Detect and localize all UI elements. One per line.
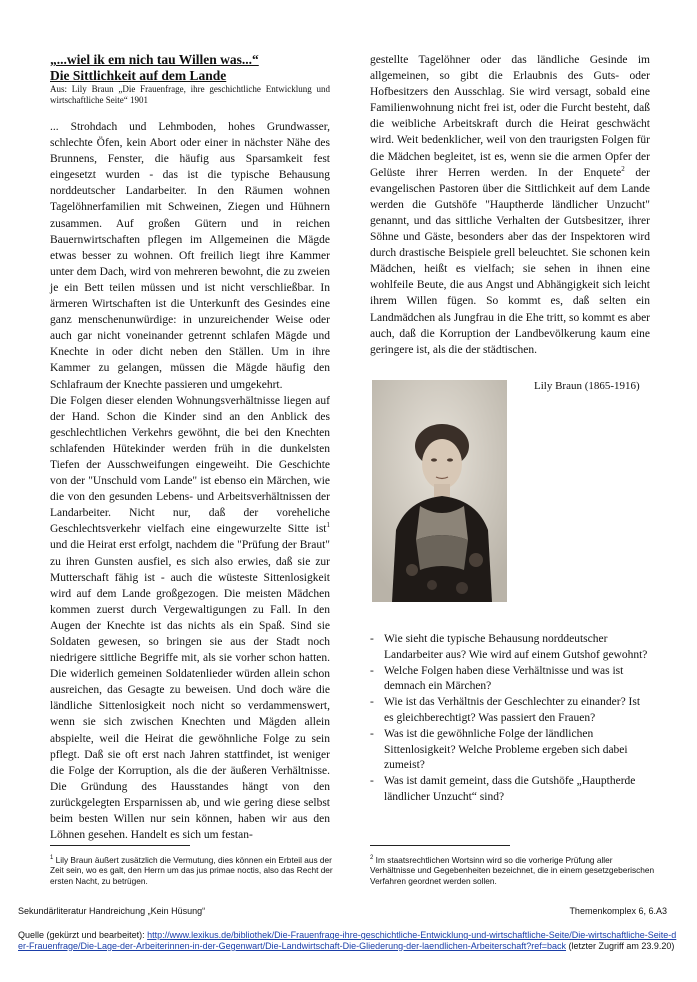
footnote-2-mark: 2	[370, 855, 374, 861]
left-column	[50, 52, 330, 843]
question-text: Was ist die gewöhnliche Folge der ländlichen Sittenlosigkeit? Welche Probleme ergeben sich dabei zumeist?	[384, 727, 628, 772]
source-citation	[18, 930, 678, 951]
question-bullet: -	[370, 727, 374, 740]
source-access-date: (letzter Zugriff am 23.9.20)	[568, 940, 675, 951]
page-title: Die Sittlichkeit auf dem Lande	[50, 68, 227, 83]
footnote-1-mark: 1	[50, 855, 54, 861]
question-text: Was ist damit gemeint, dass die Gutshöfe „Hauptherde ländlicher Unzucht“ sind?	[384, 775, 636, 803]
paragraph-2-part-a: Die Folgen dieser elenden Wohnungsverhältnisse liegen auf der Hand. Schon die Kinder sind an den Anblick des geschlechtlichen Verkehrs gewöhnt, die bei den Knechten schlafenden Hütekinder werden früh in die dunkelsten Tiefen der Ausschweifungen eingeweiht. Die Geschichte von der "Unschuld vom Lande" ist ebenso ein Märchen, wie die von den gesunden Lebens- und Arbeitsverhältnissen der Landarbeiter. Nicht nur, daß der voreheliche Geschlechtsverkehr vielfach eine eingewurzelte Sitte ist	[50, 394, 330, 536]
footnote-ref-1: 1	[326, 521, 330, 530]
footer-section-label: Themenkomplex 6, 6.A3	[569, 906, 667, 916]
title-quote: „...wiel ik em nich tau Willen was...“	[50, 52, 259, 67]
question-item	[370, 774, 650, 806]
paragraph-2-part-b: und die Heirat erst erfolgt, nachdem die "Prüfung der Braut" zu ihren Gunsten ausfiel, es sich also erwies, daß sie zur Mutterschaft fähig ist - auch die wüsteste Sittenlosigkeit wird auf dem Lande großgezogen. Die meisten Mädchen kommen zuerst durch Vergewaltigungen zu Fall. In den Augen der Knechte ist das nichts als ein Spaß. Sind sie Soldaten gewesen, so bringen sie aus der Stadt noch niedrigere sittliche Begriffe mit, als sie vorher schon hatten. Die widerlich gemeinen Soldatenlieder würden allein schon ausreichen, das Gesagte zu beweisen. Und doch wäre die ländliche Sittenlosigkeit noch nicht so verdammenswert, wenn sie sich zwischen Knechten und Mägden allein abspielte, weil die Heirat die gewöhnliche Folge zu sein pflegt. Daß sie oft erst nach Jahren stattfindet, ist weniger die Folge der Korruption, als die der äußeren Verhältnisse. Die Gründung des Hausstandes hängt von den zurückgelegten Ersparnissen ab, und wie gering diese selbst beim besten Willen nur sein können, haben wir aus den Löhnen gesehen. Handelt es sich um festan-	[50, 539, 330, 842]
paragraph-2	[50, 393, 330, 844]
question-bullet: -	[370, 633, 374, 645]
footnote-divider-left	[50, 845, 190, 846]
question-bullet: -	[370, 664, 374, 677]
footnote-2-text: Im staatsrechtlichen Wortsinn wird so die vorherige Prüfung aller Verhältnisse und Gegebenheiten bezeichnet, die in einem gesetzgeberischen Verfahren geordnet werden sollen.	[370, 854, 655, 886]
question-list	[370, 632, 650, 806]
footnote-divider-right	[370, 845, 510, 846]
question-text: Wie sieht die typische Behausung norddeutscher Landarbeiter aus? Wie wird auf einem Gutshof gewohnt?	[384, 633, 648, 661]
question-bullet: -	[370, 696, 374, 709]
question-item	[370, 632, 650, 664]
footnote-ref-2: 2	[621, 164, 625, 173]
source-prefix: Quelle (gekürzt und bearbeitet):	[18, 930, 145, 940]
portrait-photo	[372, 380, 507, 602]
footnote-2	[370, 853, 655, 886]
paragraph-1: ... Strohdach und Lehmboden, hohes Grundwasser, schlechte Öfen, kein Abort oder einer in nächster Nähe des Brunnens, Fenster, die häufig aus Sparsamkeit fest eingesetzt wurden - das ist die typische Behausung norddeutscher Landarbeiter. In den Räumen wohnen Tagelöhnerfamilien mit Schweinen, Ziegen und Hühnern zusammen. Auf großen Gütern und in reichen Bauernwirtschaften pflegen im Allgemeinen die Mägde etwas besser zu wohnen. Oft freilich liegt ihre Kammer unter dem Dach, wird von mehreren bewohnt, die zu zweien je ein Bett teilen müssen und ist nicht verschließbar. In ärmeren Wirtschaften ist die Unterkunft des Gesindes eine ganz menschenunwürdige: in unzureichender Weise oder auch gar nicht voneinander getrennt schlafen Mägde und Knechte in oder dicht neben den Ställen. Um in ihre Kammer zu gelangen, müssen die Mägde häufig den Schlafraum der Knechte passieren und umgekehrt.	[50, 121, 330, 391]
right-column	[370, 52, 650, 358]
question-item	[370, 727, 650, 774]
paragraph-3	[370, 52, 650, 358]
footnote-1	[50, 853, 335, 886]
photo-caption: Lily Braun (1865-1916)	[534, 380, 640, 392]
question-item	[370, 664, 650, 696]
paragraph-3-part-a: gestellte Tagelöhner oder das ländliche Gesinde im allgemeinen, so gibt die Erlaubnis des Guts- oder Hofbesitzers den Ausschlag. Sie wird versagt, sobald eine Familienwohnung nicht frei ist, oder die Furcht besteht, daß die weibliche Arbeitskraft durch die Heirat geschwächt wird. Weit bedenklicher, weil von den traurigsten Folgen für die Mädchen begleitet, ist es, wenn sie die armen Opfer der Gelüste ihrer Herren werden. In der Enquete	[370, 54, 650, 179]
question-item	[370, 695, 650, 727]
source-link[interactable]: http://www.lexikus.de/bibliothek/Die-Frauenfrage-ihre-geschichtliche-Entwicklung-und-wirtschaftliche-Seite/Die-wirtschaftliche-Seite-der-Frauenfrage/Die-Lage-der-Arbeiterinnen-in-der-Gegenwart/Die-Landwirtschaft-Die-Gliederung-der-laendlichen-Arbeiterschaft?ref=back	[18, 930, 677, 951]
portrait-illustration	[372, 380, 507, 602]
question-bullet: -	[370, 775, 374, 788]
footer-series-label: Sekundärliteratur Handreichung „Kein Hüsung“	[18, 906, 206, 916]
question-text: Wie ist das Verhältnis der Geschlechter zu einander? Ist es gleichberechtigt? Was passiert den Frauen?	[384, 696, 641, 724]
footnote-1-text: Lily Braun äußert zusätzlich die Vermutung, dies können ein Erbteil aus der Zeit sein, wo es galt, den Herrn um das jus primae noctis, also das Recht der ersten Nacht, zu betrügen.	[50, 854, 333, 886]
paragraph-3-part-b: der evangelischen Pastoren über die Sittlichkeit auf dem Lande werden die Gutshöfe "Hauptherde ländlicher Unzucht" genannt, und das sittliche Verhalten der Gutsbesitzer, ihrer Söhne und Gäste, besonders aber das der Inspektoren wird durch drastische Beispiele grell beleuchtet. Sie schonen kein Mädchen, heißt es vielfach; sie sehen in ihnen eine wohlfeile Beute, die aus Angst und Abhängigkeit sich leicht ihrem Willen fügen. So kommt es, daß selten ein Landmädchen als Jungfrau in die Ehe tritt, so kommt es aber auch, daß die Korruption der Landbevölkerung kaum eine geringere ist, als die der städtischen.	[370, 166, 650, 356]
question-text: Welche Folgen haben diese Verhältnisse und was ist demnach ein Märchen?	[384, 664, 624, 693]
source-line: Aus: Lily Braun „Die Frauenfrage, ihre geschichtliche Entwicklung und wirtschaftliche Seite“ 1901	[50, 84, 330, 105]
